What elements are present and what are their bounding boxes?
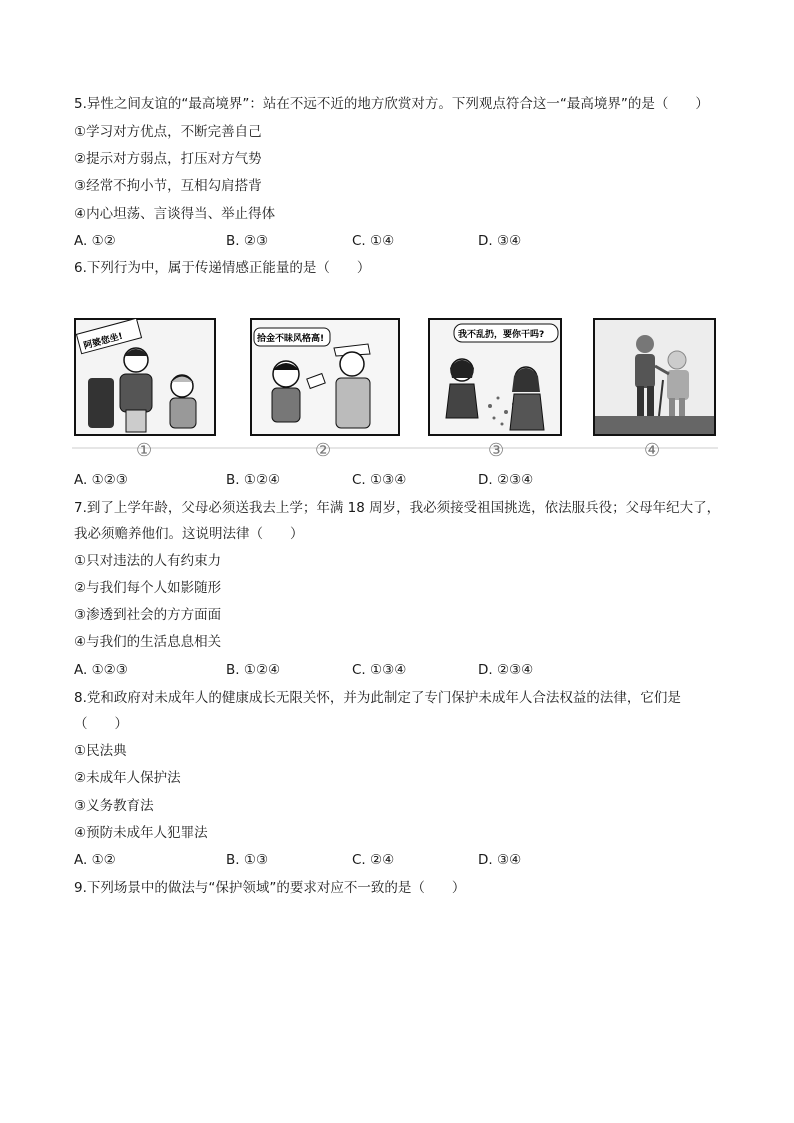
- q5-stem: 5.异性之间友谊的“最高境界”：站在不远不近的地方欣赏对方。下列观点符合这一“最高境界”的是（ ）: [74, 96, 709, 112]
- q8-item-1: ①民法典: [74, 743, 127, 759]
- q7-option-b: B. ①②④: [226, 662, 281, 678]
- q8-item-4: ④预防未成年人犯罪法: [74, 825, 208, 841]
- cartoon-1-bubble: 阿婆您坐!: [82, 331, 124, 352]
- q5-item-4: ④内心坦荡、言谈得当、举止得体: [74, 206, 276, 222]
- q8-stem-line-1: 8.党和政府对未成年人的健康成长无限关怀，并为此制定了专门保护未成年人合法权益的法律，它们是: [74, 690, 681, 706]
- q5-option-d: D. ③④: [478, 233, 522, 249]
- q5-option-c: C. ①④: [352, 233, 395, 249]
- q5-item-2: ②提示对方弱点，打压对方气势: [74, 151, 262, 167]
- q6-option-d: D. ②③④: [478, 472, 534, 488]
- cartoon-2-image: [250, 318, 400, 436]
- q7-stem-line-2: 我必须赡养他们。这说明法律（ ）: [74, 526, 304, 542]
- q7-item-4: ④与我们的生活息息相关: [74, 634, 222, 650]
- q8-option-a: A. ①②: [74, 852, 116, 868]
- q5-option-a: A. ①②: [74, 233, 116, 249]
- q5-option-b: B. ②③: [226, 233, 269, 249]
- cartoon-2-caption: ②: [315, 440, 332, 461]
- q7-option-a: A. ①②③: [74, 662, 128, 678]
- q6-option-b: B. ①②④: [226, 472, 281, 488]
- q8-option-c: C. ②④: [352, 852, 395, 868]
- q5-item-3: ③经常不拘小节，互相勾肩搭背: [74, 178, 262, 194]
- cartoon-4-caption: ④: [644, 440, 661, 461]
- q8-item-2: ②未成年人保护法: [74, 770, 181, 786]
- cartoon-4-image: [593, 318, 716, 436]
- q6-option-c: C. ①③④: [352, 472, 407, 488]
- cartoon-1-image: [74, 318, 216, 436]
- q9-stem: 9.下列场景中的做法与“保护领域”的要求对应不一致的是（ ）: [74, 880, 466, 896]
- q7-stem-line-1: 7.到了上学年龄，父母必须送我去上学；年满 18 周岁，我必须接受祖国挑选，依法服兵役；父母年纪大了，: [74, 500, 721, 516]
- q8-option-b: B. ①③: [226, 852, 269, 868]
- cartoon-3-image: [428, 318, 562, 436]
- q6-stem: 6.下列行为中，属于传递情感正能量的是（ ）: [74, 260, 371, 276]
- q7-item-3: ③渗透到社会的方方面面: [74, 607, 222, 623]
- cartoon-3-caption: ③: [488, 440, 505, 461]
- cartoon-3-bubble: 我不乱扔，要你干吗?: [458, 330, 545, 340]
- q7-option-d: D. ②③④: [478, 662, 534, 678]
- q8-stem-line-2: （ ）: [74, 716, 128, 732]
- q8-option-d: D. ③④: [478, 852, 522, 868]
- cartoon-1-caption: ①: [136, 440, 153, 461]
- cartoon-2-bubble: 拾金不昧风格高!: [257, 334, 325, 344]
- q6-option-a: A. ①②③: [74, 472, 128, 488]
- q7-item-2: ②与我们每个人如影随形: [74, 580, 222, 596]
- q8-item-3: ③义务教育法: [74, 798, 154, 814]
- cartoon-baseline: [72, 447, 718, 449]
- q7-item-1: ①只对违法的人有约束力: [74, 553, 222, 569]
- q5-item-1: ①学习对方优点，不断完善自己: [74, 124, 262, 140]
- q7-option-c: C. ①③④: [352, 662, 407, 678]
